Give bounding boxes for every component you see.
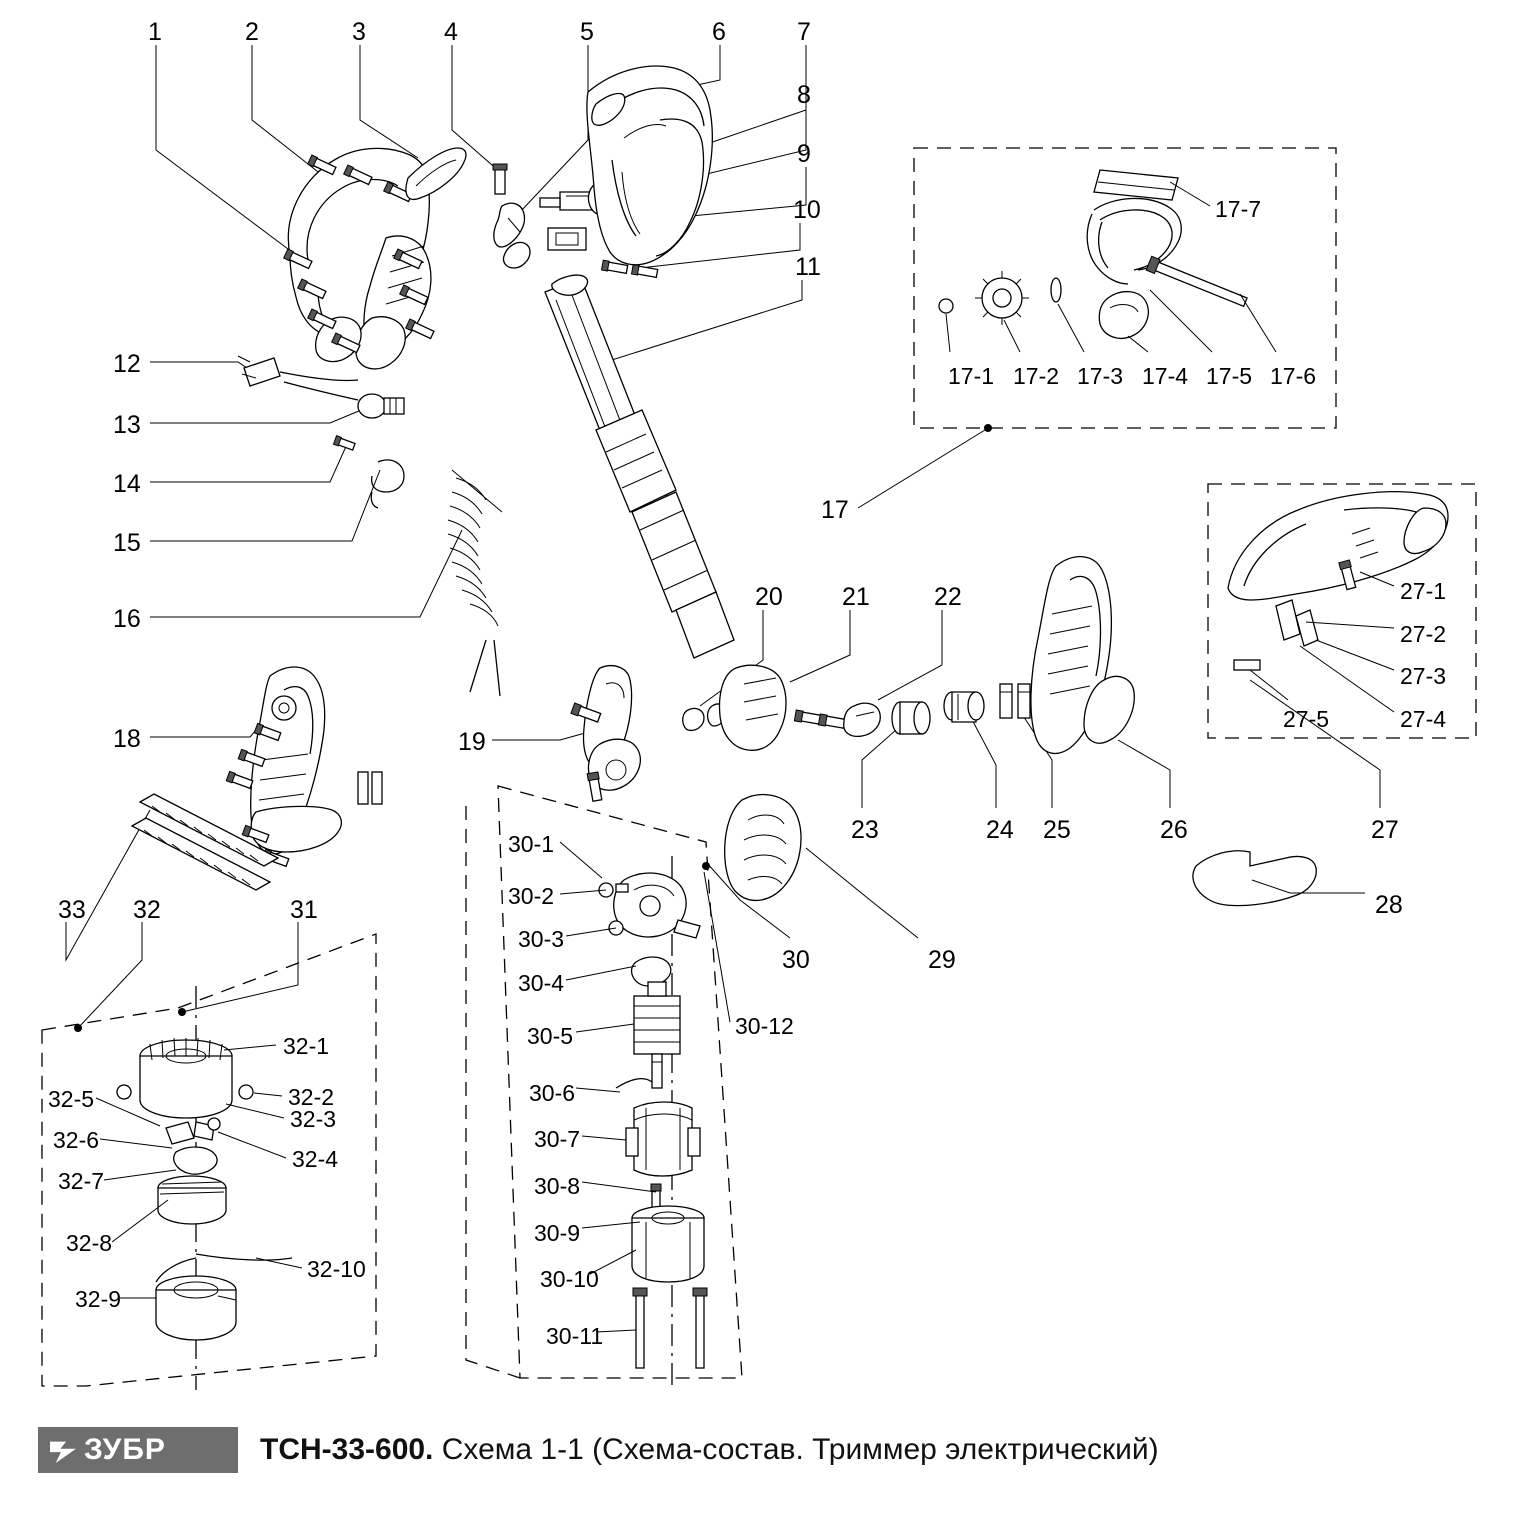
callout-8: 8 [797,81,811,109]
callout-32: 32 [133,896,161,924]
callout-32-10: 32-10 [307,1256,366,1282]
callout-11: 11 [795,253,821,281]
callout-26: 26 [1160,816,1188,844]
callout-18: 18 [113,725,141,753]
scheme-description: Схема 1-1 (Схема-состав. Триммер электрический) [441,1433,1159,1466]
callout-32-1: 32-1 [283,1033,330,1059]
callout-30-10: 30-10 [540,1266,599,1292]
callout-17-2: 17-2 [1013,363,1060,389]
callout-21: 21 [842,583,870,611]
callout-32-9: 32-9 [75,1286,122,1312]
callout-19: 19 [458,728,486,756]
callout-15: 15 [113,529,141,557]
callout-30-11: 30-11 [546,1323,604,1349]
callout-30-9: 30-9 [534,1220,581,1246]
callout-17-7: 17-7 [1215,196,1262,222]
callout-30-4: 30-4 [518,970,565,996]
callout-32-2: 32-2 [288,1084,335,1110]
callout-33: 33 [58,896,86,924]
brand-name: ЗУБР [84,1433,166,1466]
callout-14: 14 [113,470,141,498]
callout-30-1: 30-1 [508,831,555,857]
callout-10: 10 [793,196,821,224]
callout-30-2: 30-2 [508,883,555,909]
callout-3: 3 [352,18,366,46]
brand-logo [38,1427,238,1473]
callout-24: 24 [986,816,1014,844]
callout-32-4: 32-4 [292,1146,339,1172]
callout-27-2: 27-2 [1400,621,1447,647]
callout-28: 28 [1375,891,1403,919]
callout-32-3: 32-3 [290,1106,337,1132]
callout-30-6: 30-6 [529,1080,576,1106]
callout-23: 23 [851,816,879,844]
callout-31: 31 [290,896,318,924]
callout-12: 12 [113,350,141,378]
callout-27-5: 27-5 [1283,706,1330,732]
callout-27-1: 27-1 [1400,578,1447,604]
callout-32-8: 32-8 [66,1230,113,1256]
model-number: ТСН-33-600. [260,1433,434,1466]
callout-30-5: 30-5 [527,1023,574,1049]
callout-27: 27 [1371,816,1399,844]
callout-32-5: 32-5 [48,1086,95,1112]
footer [38,1418,1478,1482]
callout-32-6: 32-6 [53,1127,100,1153]
callout-13: 13 [113,411,141,439]
callout-16: 16 [113,605,141,633]
callout-30-12: 30-12 [735,1013,794,1039]
callout-22: 22 [934,583,962,611]
callout-2: 2 [245,18,259,46]
callout-4: 4 [444,18,458,46]
lightning-bolt-icon [50,1437,76,1463]
callout-30-8: 30-8 [534,1173,581,1199]
callout-17-1: 17-1 [948,363,995,389]
callout-17-6: 17-6 [1270,363,1317,389]
callout-20: 20 [755,583,783,611]
callout-5: 5 [580,18,594,46]
callout-25: 25 [1043,816,1071,844]
callout-27-3: 27-3 [1400,663,1447,689]
callout-7: 7 [797,18,811,46]
callout-17-4: 17-4 [1142,363,1189,389]
callout-29: 29 [928,946,956,974]
callout-32-7: 32-7 [58,1168,105,1194]
callout-9: 9 [797,140,811,168]
sheet-caption [260,1433,1159,1467]
callout-17: 17 [821,496,849,524]
callout-30-7: 30-7 [534,1126,581,1152]
callout-30-3: 30-3 [518,926,565,952]
callout-6: 6 [712,18,726,46]
callout-17-5: 17-5 [1206,363,1253,389]
callout-30: 30 [782,946,810,974]
callout-17-3: 17-3 [1077,363,1124,389]
callout-27-4: 27-4 [1400,706,1447,732]
callout-1: 1 [148,18,162,46]
